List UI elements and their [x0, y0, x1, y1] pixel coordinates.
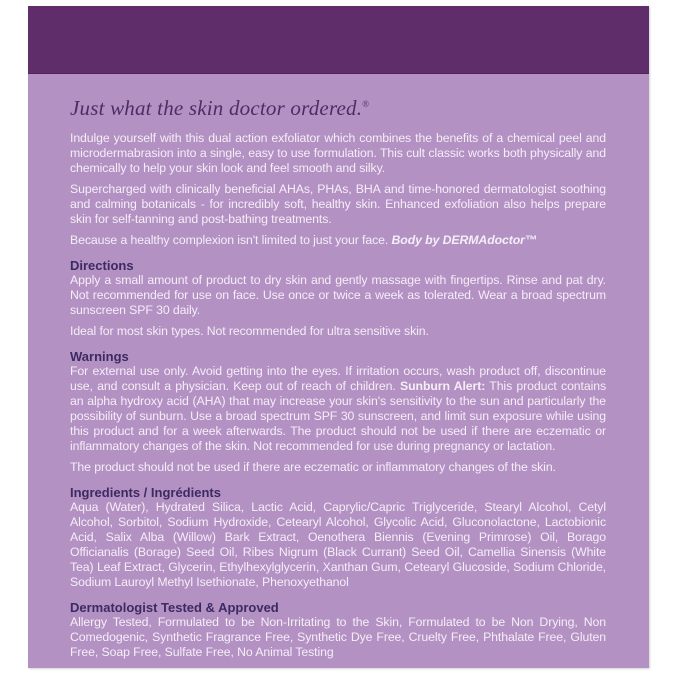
intro-paragraph-1: Indulge yourself with this dual action exfoliator which combines the benefits of a chemical peel and microdermabrasion into a single, easy to use formulation. This cult classic works both physically and chemically to help your skin look and feel smooth and silky.	[70, 131, 606, 175]
product-label-back	[28, 6, 649, 668]
dermatologist-heading: Dermatologist Tested & Approved	[70, 600, 279, 615]
tagline	[70, 96, 606, 120]
directions-note: Ideal for most skin types. Not recommended for ultra sensitive skin.	[70, 324, 429, 338]
dermatologist-claims: Allergy Tested, Formulated to be Non-Irritating to the Skin, Formulated to be Non Drying, Non Comedogenic, Synthetic Fragrance Free, Synthetic Dye Free, Cruelty Free, Phthalate Free, Gluten Free, Soap Free, Sulfate Free, No Animal Testing	[70, 615, 606, 659]
sunburn-alert-label: Sunburn Alert:	[400, 379, 486, 393]
brand-name: Body by DERMAdoctor™	[391, 233, 538, 247]
ingredients-list: Aqua (Water), Hydrated Silica, Lactic Acid, Caprylic/Capric Triglyceride, Stearyl Alcohol, Cetyl Alcohol, Sorbitol, Sodium Hydroxide, Cetearyl Alcohol, Glycolic Acid, Gluconolactone, Lactobionic Acid, Salix Alba (Willow) Bark Extract, Oenothera Biennis (Evening Primrose) Oil, Borago Officianalis (Borage) Seed Oil, Ribes Nigrum (Black Currant) Seed Oil, Camellia Sinensis (White Tea) Leaf Extract, Glycerin, Ethylhexylglycerin, Xanthan Gum, Cetearyl Glucoside, Sodium Chloride, Sodium Lauroyl Methyl Isethionate, Phenoxyethanol	[70, 500, 606, 589]
directions-heading: Directions	[70, 258, 134, 273]
warnings-text-after: This product contains an alpha hydroxy acid (AHA) that may increase your skin's sensitivity to the sun and particularly the possibility of sunburn. Use a broad spectrum SPF 30 sunscreen, and limit sun exposure while using this product and for a week afterwards. The product should not be used if there are eczematic or inflammatory changes of the skin. Not recommended for use during pregnancy or lactation.	[70, 379, 607, 453]
ingredients-heading: Ingredients / Ingrédients	[70, 485, 221, 500]
top-color-band	[28, 6, 649, 74]
intro-paragraph-2: Supercharged with clinically beneficial AHAs, PHAs, BHA and time-honored dermatologist soothing and calming botanicals - for incredibly soft, healthy skin. Enhanced exfoliation also helps prepare skin for self-tanning and post-bathing treatments.	[70, 182, 606, 226]
because-text: Because a healthy complexion isn't limited to just your face.	[70, 233, 392, 247]
warnings-paragraph	[70, 364, 606, 454]
warnings-heading: Warnings	[70, 349, 129, 364]
label-content	[28, 74, 649, 660]
registered-trademark-symbol: ®	[362, 99, 370, 109]
because-line	[70, 233, 606, 248]
directions-paragraph: Apply a small amount of product to dry skin and gently massage with fingertips. Rinse and pat dry. Not recommended for use on face. Use once or twice a week as tolerated. Wear a broad spectrum sunscreen SPF 30 daily.	[70, 273, 606, 317]
warnings-text-before: For external use only. Avoid getting into the eyes. If irritation occurs, wash product off, discontinue use, and consult a physician. Keep out of reach of children.	[70, 364, 606, 393]
warnings-note: The product should not be used if there are eczematic or inflammatory changes of the skin.	[70, 460, 556, 474]
tagline-text: Just what the skin doctor ordered.	[70, 96, 363, 120]
